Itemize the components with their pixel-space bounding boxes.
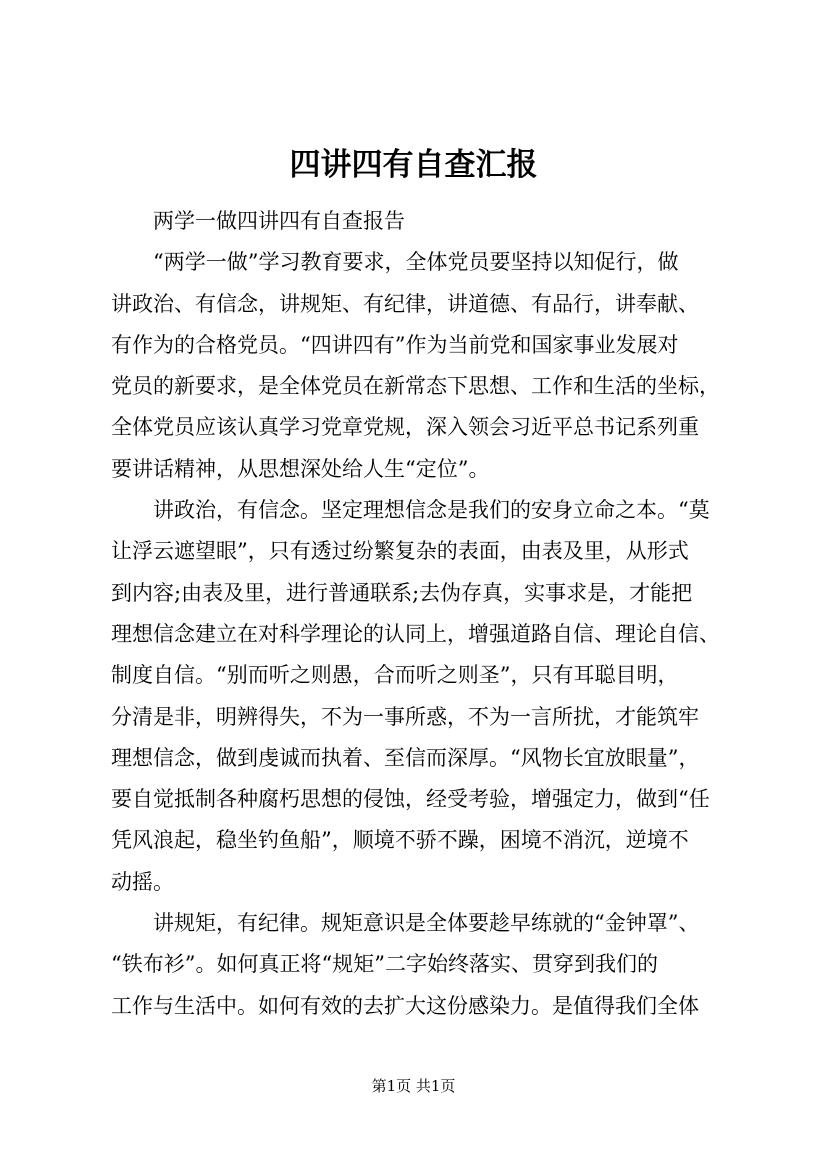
text-line: 讲政治，有信念。坚定理想信念是我们的安身立命之本。“莫 [111, 498, 710, 523]
text-line: 分清是非，明辨得失，不为一事所惑，不为一言所扰，才能筑牢 [111, 704, 699, 729]
text-line: 到内容;由表及里，进行普通联系;去伪存真，实事求是，才能把 [111, 580, 693, 605]
text-line: “铁布衫”。如何真正将“规矩”二字始终落实、贯穿到我们的 [111, 952, 658, 977]
text-line: 动摇。 [111, 869, 174, 894]
text-line: 让浮云遮望眼”，只有透过纷繁复杂的表面，由表及里，从形式 [111, 539, 689, 564]
text-line: 讲规矩，有纪律。规矩意识是全体要趁早练就的“金钟罩”、 [111, 911, 700, 936]
text-line: “两学一做”学习教育要求，全体党员要坚持以知促行，做 [111, 250, 679, 275]
text-line: 有作为的合格党员。“四讲四有”作为当前党和国家事业发展对 [111, 332, 679, 357]
page-footer: 第1页 共1页 [371, 1077, 456, 1095]
text-line: 要自觉抵制各种腐朽思想的侵蚀，经受考验，增强定力，做到“任 [111, 787, 710, 812]
text-line: 全体党员应该认真学习党章党规，深入领会习近平总书记系列重 [111, 415, 699, 440]
text-line: 工作与生活中。如何有效的去扩大这份感染力。是值得我们全体 [111, 993, 699, 1018]
document-body [111, 201, 731, 1027]
text-line: 理想信念，做到虔诚而执着、至信而深厚。“风物长宜放眼量”， [111, 745, 700, 770]
text-line: 党员的新要求，是全体党员在新常态下思想、工作和生活的坐标， [111, 374, 720, 399]
text-line: 凭风浪起，稳坐钓鱼船”，顺境不骄不躁，困境不消沉，逆境不 [111, 828, 689, 853]
text-line: 讲政治、有信念，讲规矩、有纪律，讲道德、有品行，讲奉献、 [111, 291, 699, 316]
text-line: 两学一做四讲四有自查报告 [111, 209, 405, 233]
text-line: 要讲话精神，从思想深处给人生“定位”。 [111, 456, 490, 481]
document-title: 四讲四有自查汇报 [289, 147, 538, 183]
text-line: 理想信念建立在对科学理论的认同上，增强道路自信、理论自信、 [111, 621, 720, 646]
text-line: 制度自信。“别而听之则愚，合而听之则圣”，只有耳聪目明， [111, 663, 679, 688]
